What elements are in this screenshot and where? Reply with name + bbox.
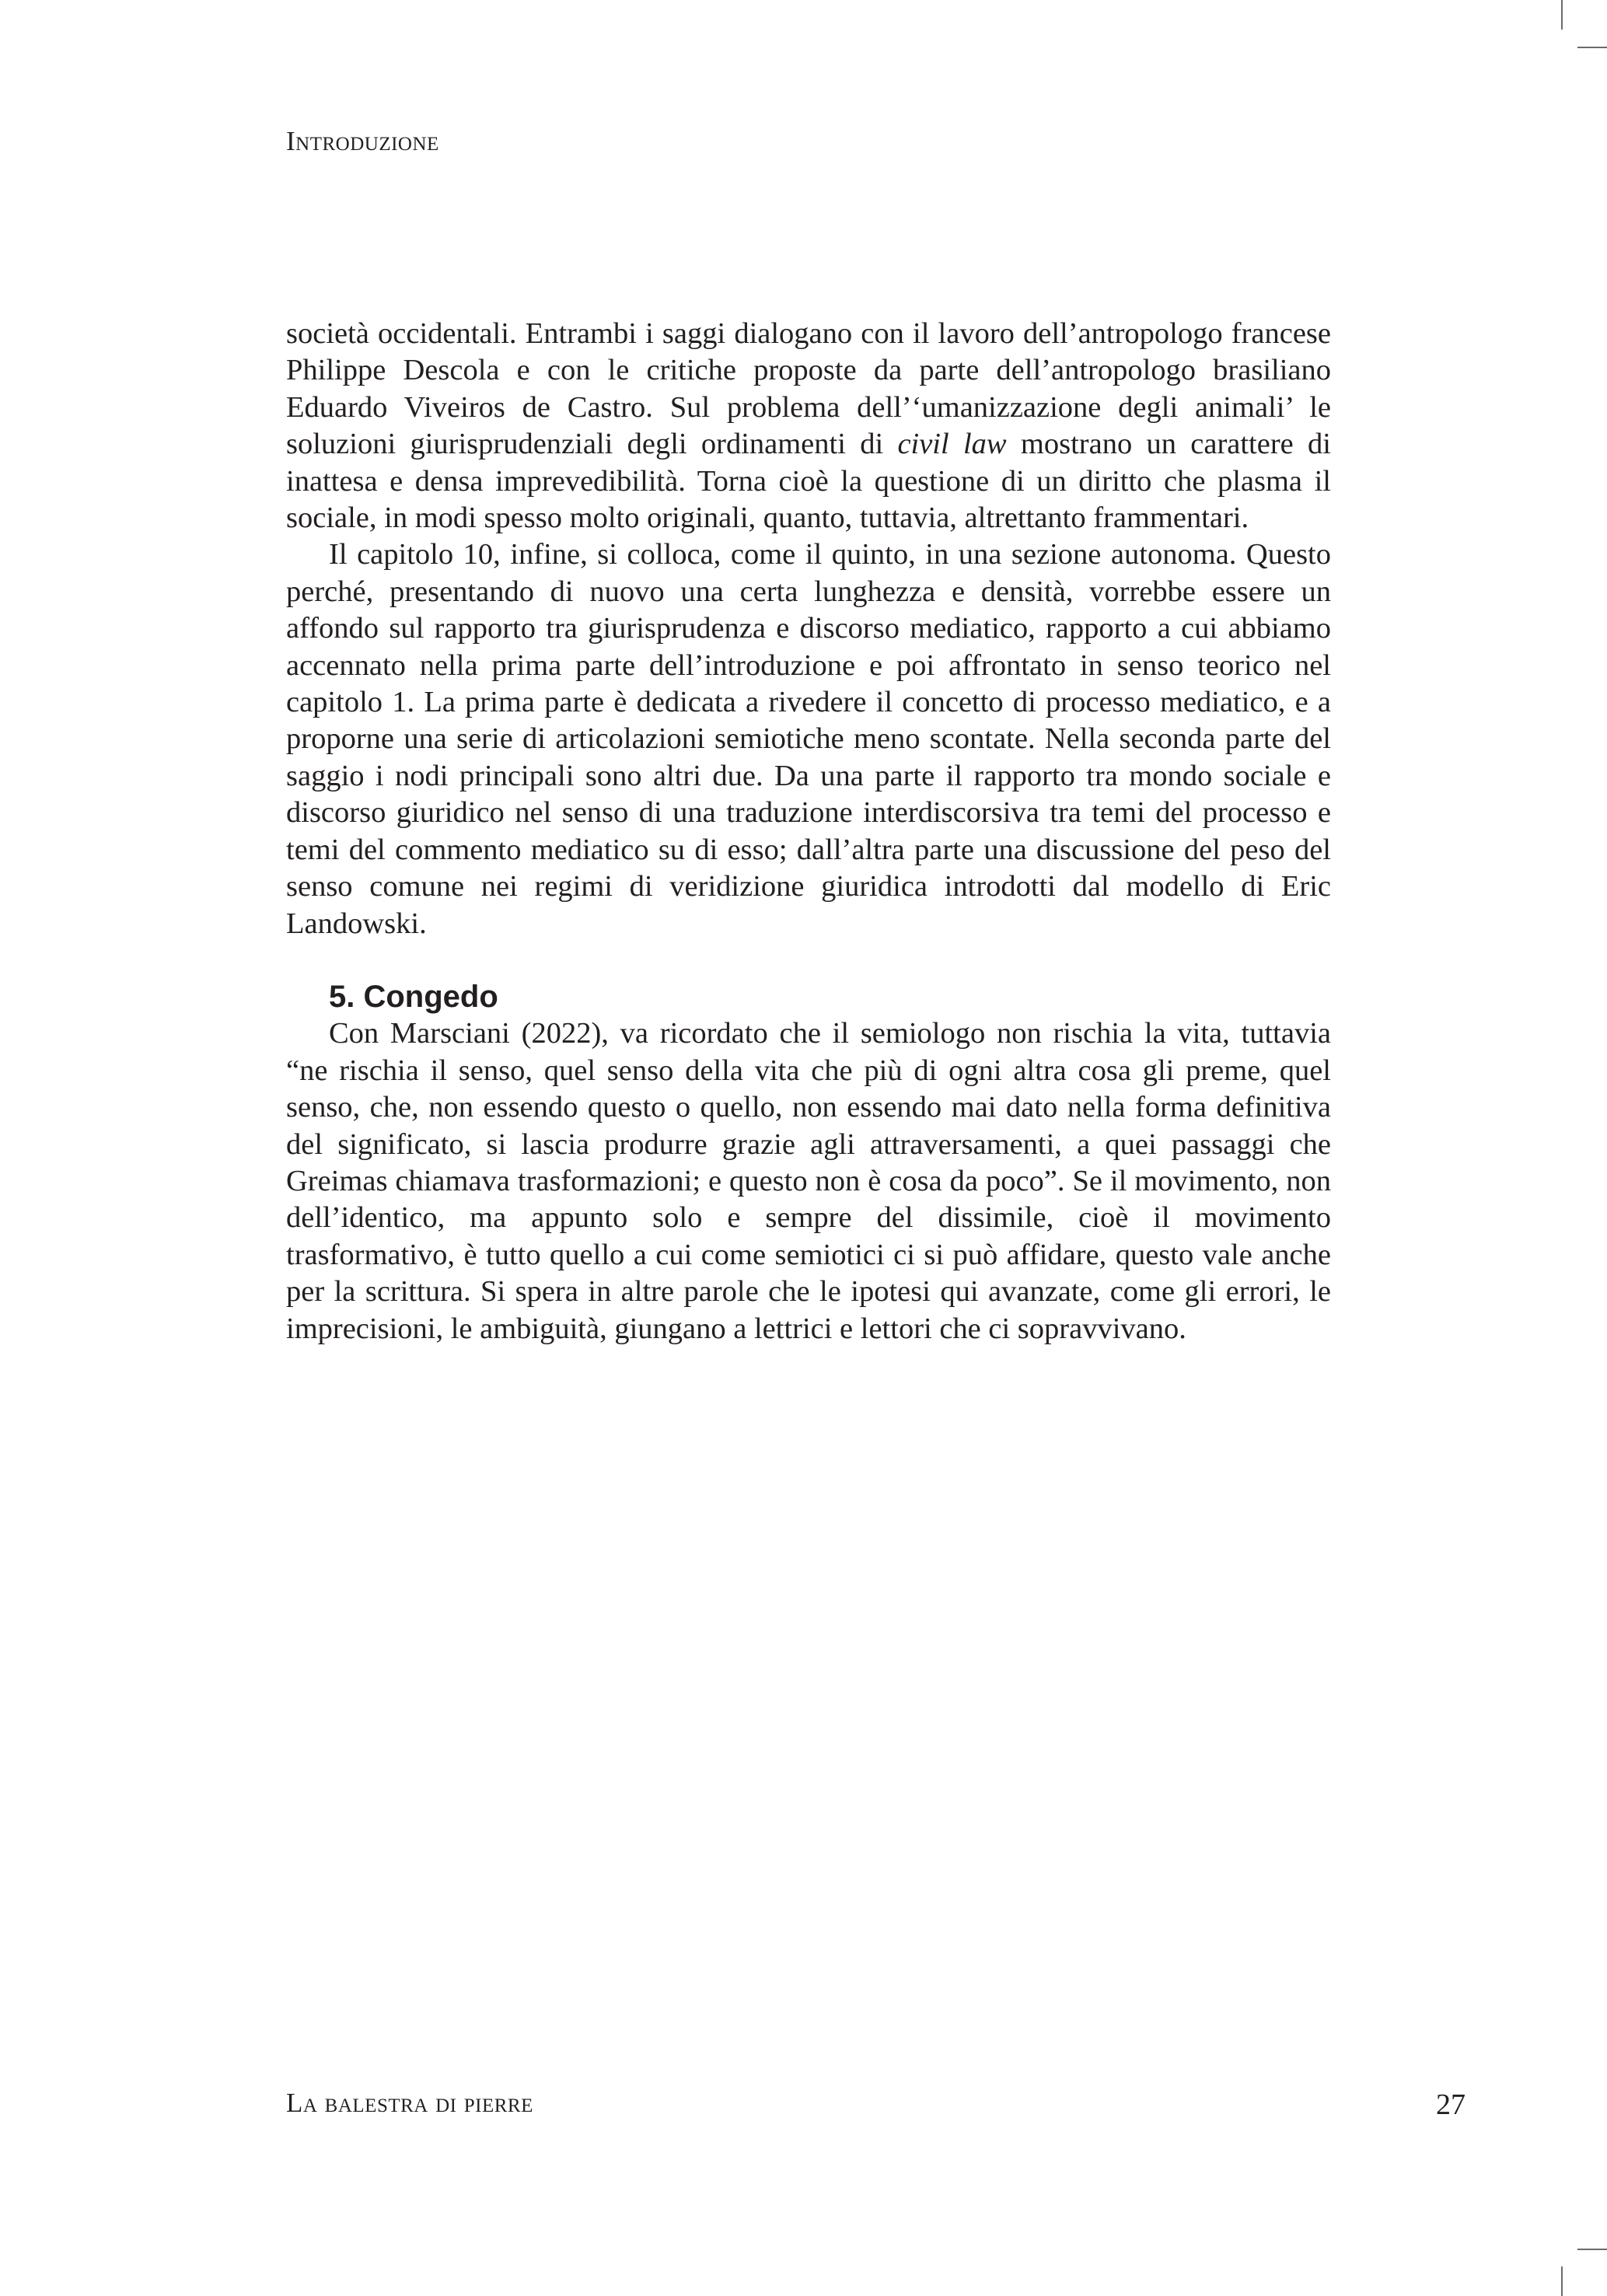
paragraph-1-text-b: mostrano un carattere di inattesa e densa imprevedibilità. Torna cioè la questione di un diritto che plasma il sociale, in modi spesso molto originali, quanto, tuttavia, altrettanto frammentari. [286,428,1331,535]
crop-mark-bottom-right-horizontal [1577,2249,1607,2250]
footer-book-title: La balestra di pierre [286,2088,533,2118]
paragraph-2: Il capitolo 10, infine, si colloca, come il quinto, in una sezione autonoma. Questo perché, presentando di nuovo una certa lunghezza e densità, vorrebbe essere un affondo sul rapporto tra giurisprudenza e discorso mediatico, rapporto a cui abbiamo accennato nella prima parte dell’introduzione e poi affrontato in senso teorico nel capitolo 1. La prima parte è dedicata a rivedere il concetto di processo mediatico, e a proporne una serie di articolazioni semiotiche meno scontate. Nella seconda parte del saggio i nodi principali sono altri due. Da una parte il rapporto tra mondo sociale e discorso giuridico nel senso di una traduzione interdiscorsiva tra temi del processo e temi del commento mediatico su di esso; dall’altra parte una discussione del peso del senso comune nei regimi di veridizione giuridica introdotti dal modello di Eric Landowski. [286,538,1331,940]
crop-mark-bottom-right-vertical [1561,2266,1563,2296]
paragraph-1-text-a: società occidentali. Entrambi i saggi dialogano con il lavoro dell’antropologo francese Philippe Descola e con le critiche proposte da parte dell’antropologo brasiliano Eduardo Viveiros de Castro. Sul problema dell’‘umanizzazione degli animali’ le soluzioni giurisprudenziali degli ordinamenti di [286,317,1331,461]
section-heading: 5. Congedo [329,979,498,1014]
running-head: Introduzione [286,126,439,156]
crop-mark-top-right-vertical [1561,0,1563,30]
paragraph-1-italic: civil law [897,428,1007,461]
paragraph-3: Con Marsciani (2022), va ricordato che il semiologo non rischia la vita, tuttavia “ne rischia il senso, quel senso della vita che più di ogni altra cosa gli preme, quel senso, che, non essendo questo o quello, non essendo mai dato nella forma definitiva del significato, si lascia produrre grazie agli attraversamenti, a quei passaggi che Greimas chiamava trasformazioni; e questo non è cosa da poco”. Se il movimento, non dell’identico, ma appunto solo e sempre del dissimile, cioè il movimento trasformativo, è tutto quello a cui come semiotici ci si può affidare, questo vale anche per la scrittura. Si spera in altre parole che le ipotesi qui avanzate, come gli errori, le imprecisioni, le ambiguità, giungano a lettrici e lettori che ci sopravvivano. [286,1017,1331,1345]
paragraph-1 [286,316,1331,536]
crop-mark-top-right-horizontal [1577,47,1607,48]
page-number: 27 [1436,2088,1466,2121]
body-text [286,316,1331,1347]
